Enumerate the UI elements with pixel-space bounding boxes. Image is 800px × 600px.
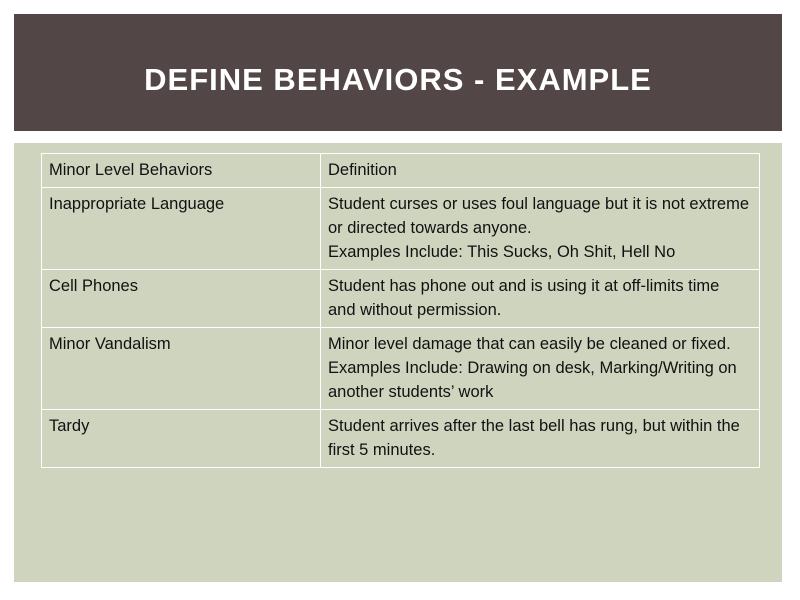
behaviors-table xyxy=(41,153,760,468)
definition-text: Minor level damage that can easily be cleaned or fixed. xyxy=(328,335,731,353)
table-header-row xyxy=(42,154,760,188)
definition-cell xyxy=(321,270,760,328)
table-row xyxy=(42,270,760,328)
behavior-cell: Tardy xyxy=(42,410,321,468)
definition-examples: Examples Include: Drawing on desk, Marking/Writing on another students’ work xyxy=(328,359,737,401)
definition-text: Student has phone out and is using it at off-limits time and without permission. xyxy=(328,277,720,319)
definition-text: Student arrives after the last bell has rung, but within the first 5 minutes. xyxy=(328,417,740,459)
table-row xyxy=(42,188,760,270)
definition-cell xyxy=(321,188,760,270)
header-cell-behavior: Minor Level Behaviors xyxy=(42,154,321,188)
definition-text: Student curses or uses foul language but it is not extreme or directed towards anyone. xyxy=(328,195,749,237)
definition-cell xyxy=(321,410,760,468)
table-row xyxy=(42,410,760,468)
behavior-cell: Inappropriate Language xyxy=(42,188,321,270)
header-cell-definition: Definition xyxy=(321,154,760,188)
content-panel xyxy=(14,143,782,582)
slide-title: DEFINE BEHAVIORS - EXAMPLE xyxy=(144,62,652,97)
behavior-cell: Minor Vandalism xyxy=(42,328,321,410)
table-row xyxy=(42,328,760,410)
definition-examples: Examples Include: This Sucks, Oh Shit, Hell No xyxy=(328,243,676,261)
title-bar xyxy=(14,14,782,131)
definition-cell xyxy=(321,328,760,410)
behavior-cell: Cell Phones xyxy=(42,270,321,328)
